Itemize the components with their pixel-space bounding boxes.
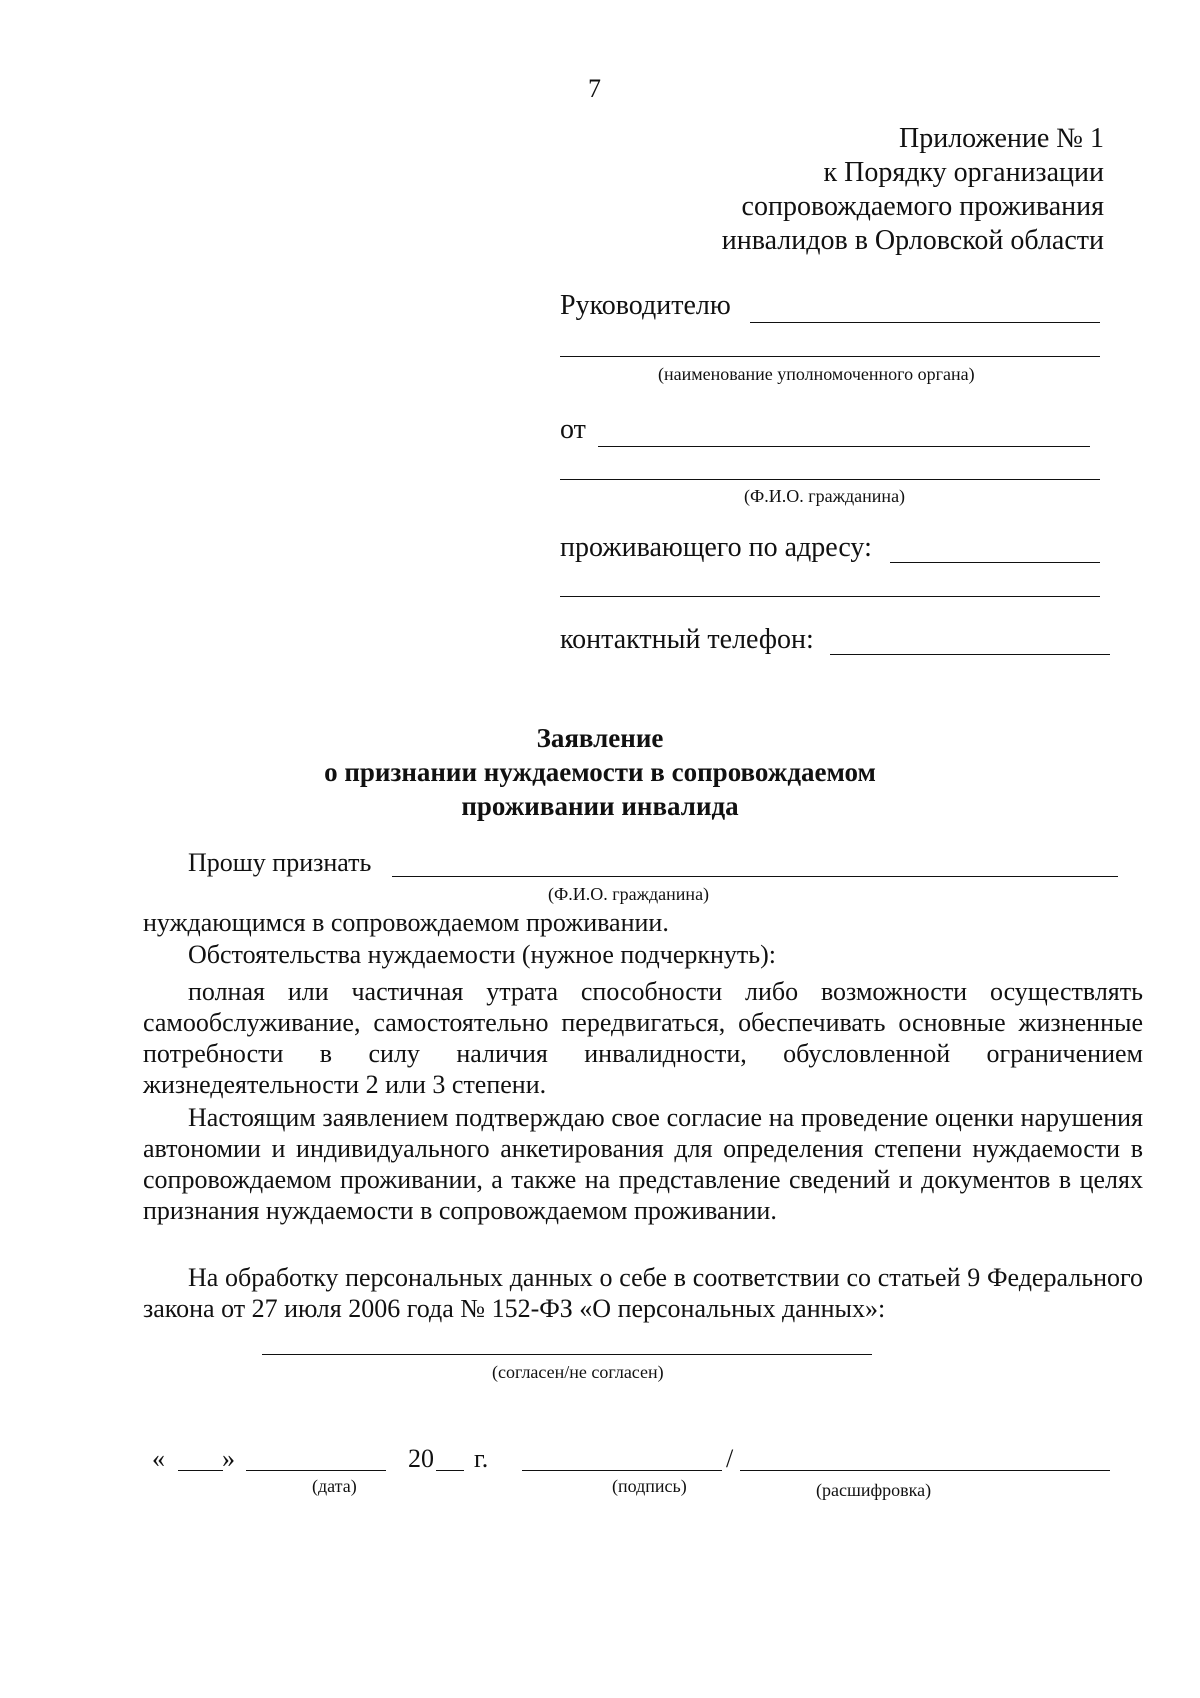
request-caption: (Ф.И.О. гражданина) xyxy=(548,884,710,904)
paragraph-consent xyxy=(143,1102,1143,1226)
signature-slash: / xyxy=(726,1444,734,1473)
address-field-line-2[interactable] xyxy=(560,596,1100,597)
head-field-line-2[interactable] xyxy=(560,356,1100,357)
head-caption: (наименование уполномоченного органа) xyxy=(658,364,975,384)
date-month-line[interactable] xyxy=(246,1470,386,1471)
circumstances-text: Обстоятельства нуждаемости (нужное подчеркнуть): xyxy=(188,940,777,969)
head-label: Руководителю xyxy=(560,290,731,321)
request-continuation: нуждающимся в сопровождаемом проживании. xyxy=(143,908,669,937)
from-field-line-2[interactable] xyxy=(560,479,1100,480)
consent-field-line[interactable] xyxy=(262,1354,872,1355)
heading-line-1: Заявление xyxy=(536,723,664,753)
paragraph-2: Настоящим заявлением подтверждаю свое согласие на проведение оценки нарушения автономии и индивидуального анкетирования для определения степени нуждаемости в сопровождаемом проживании, а также на представление сведений и документов в целях признания нуждаемости в сопровождаемом проживании. xyxy=(143,1103,1143,1225)
paragraph-personal-data xyxy=(143,1262,1143,1324)
consent-caption: (согласен/не согласен) xyxy=(492,1362,664,1382)
appendix-line-2: к Порядку организации xyxy=(823,157,1104,188)
signature-line[interactable] xyxy=(522,1470,722,1471)
appendix-line-4: инвалидов в Орловской области xyxy=(721,225,1104,256)
from-caption: (Ф.И.О. гражданина) xyxy=(744,486,906,506)
appendix-block xyxy=(722,122,1104,258)
paragraph-1: полная или частичная утрата способности либо возможности осуществлять самообслуживание, самостоятельно передвигаться, обеспечивать основные жизненные потребности в силу наличия инвалидности, обусловленной ограничением жизнедеятельности 2 или 3 степени. xyxy=(143,977,1143,1099)
page-number: 7 xyxy=(588,74,601,103)
date-caption: (дата) xyxy=(312,1476,357,1496)
heading-line-2: о признании нуждаемости в сопровождаемом xyxy=(324,757,876,787)
request-label: Прошу признать xyxy=(188,848,372,877)
appendix-line-1: Приложение № 1 xyxy=(899,123,1104,154)
phone-label: контактный телефон: xyxy=(560,624,814,655)
heading-line-3: проживании инвалида xyxy=(461,791,739,821)
from-field-line-1[interactable] xyxy=(598,446,1090,447)
date-year-prefix: 20 xyxy=(408,1444,434,1473)
from-label: от xyxy=(560,414,586,445)
phone-field-line[interactable] xyxy=(830,654,1110,655)
appendix-line-3: сопровождаемого проживания xyxy=(741,191,1104,222)
paragraph-circumstances xyxy=(143,976,1143,1100)
date-quote-open: « xyxy=(152,1444,165,1473)
signature-caption: (подпись) xyxy=(612,1476,687,1496)
date-year-line[interactable] xyxy=(436,1470,464,1471)
request-field-line[interactable] xyxy=(392,876,1118,877)
decode-caption: (расшифровка) xyxy=(816,1480,932,1500)
address-label: проживающего по адресу: xyxy=(560,532,872,563)
address-field-line-1[interactable] xyxy=(890,562,1100,563)
date-quote-close: » xyxy=(222,1444,235,1473)
date-day-line[interactable] xyxy=(178,1470,223,1471)
decode-line[interactable] xyxy=(740,1470,1110,1471)
head-field-line-1[interactable] xyxy=(750,322,1100,323)
date-year-suffix: г. xyxy=(474,1444,489,1473)
paragraph-3: На обработку персональных данных о себе в соответствии со статьей 9 Федерального закона от 27 июля 2006 года № 152-ФЗ «О персональных данных»: xyxy=(143,1263,1143,1323)
